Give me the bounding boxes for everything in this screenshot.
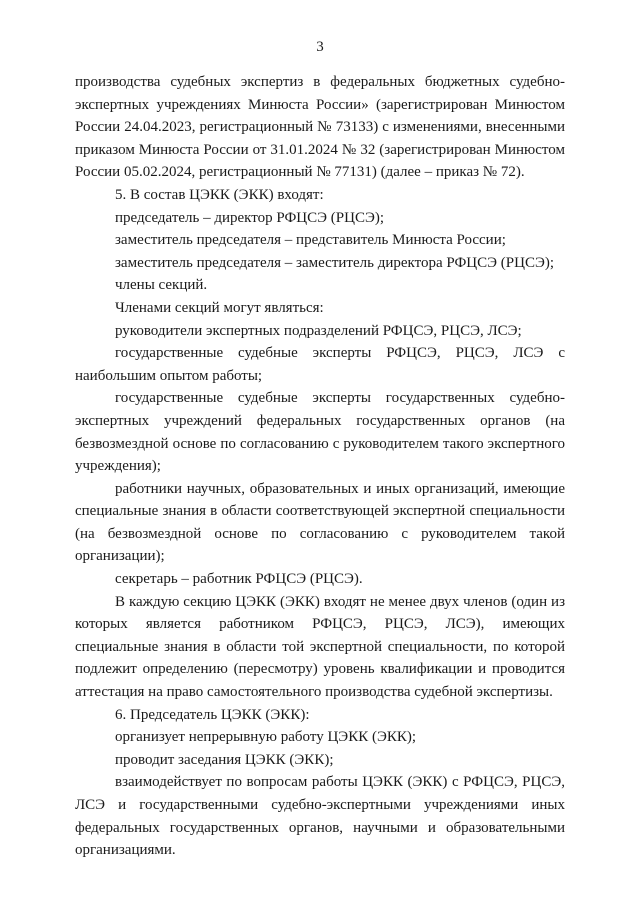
paragraph-deputy-ministry: заместитель председателя – представитель Минюста России; bbox=[115, 232, 506, 249]
paragraph-interacts: взаимодействует по вопросам работы ЦЭКК (ЭКК) с РФЦСЭ, РЦСЭ, ЛСЭ и государственными судебно-экспертными учреждениями иных федеральных государственных органов, научными и образовательными организациями. bbox=[75, 774, 565, 859]
paragraph-organizes-work: организует непрерывную работу ЦЭКК (ЭКК); bbox=[115, 729, 417, 746]
paragraph-item-6-heading: 6. Председатель ЦЭКК (ЭКК): bbox=[115, 706, 310, 723]
document-body bbox=[75, 71, 565, 862]
paragraph-members-heading: Членами секций могут являться: bbox=[115, 299, 324, 316]
paragraph-heads-of-units: руководители экспертных подразделений РФЦСЭ, РЦСЭ, ЛСЭ; bbox=[115, 322, 522, 339]
paragraph-state-experts: государственные судебные эксперты РФЦСЭ, РЦСЭ, ЛСЭ с наибольшим опытом работы; bbox=[75, 345, 565, 384]
paragraph-scientific-workers: работники научных, образовательных и иных организаций, имеющие специальные знания в области соответствующей экспертной специальности (на безвозмездной основе по согласованию с руководителем такой организации); bbox=[75, 480, 565, 565]
paragraph-section-composition: В каждую секцию ЦЭКК (ЭКК) входят не менее двух членов (один из которых является работником РФЦСЭ, РЦСЭ, ЛСЭ), имеющих специальные знания в области той экспертной специальности, по которой подлежит определению (пересмотру) уровень квалификации и проводится аттестация на право самостоятельного производства судебной экспертизы. bbox=[75, 593, 565, 701]
paragraph-continuation: производства судебных экспертиз в федеральных бюджетных судебно-экспертных учреждениях Минюста России» (зарегистрирован Минюстом России 24.04.2023, регистрационный № 73133) с изменениями, внесенными приказом Минюста России от 31.01.2024 № 32 (зарегистрирован Минюстом России 05.02.2024, регистрационный № 77131) (далее – приказ № 72). bbox=[75, 74, 565, 181]
paragraph-secretary: секретарь – работник РФЦСЭ (РЦСЭ). bbox=[115, 571, 363, 588]
paragraph-deputy-director: заместитель председателя – заместитель директора РФЦСЭ (РЦСЭ); bbox=[115, 254, 555, 271]
page-number: 3 bbox=[316, 39, 324, 55]
paragraph-section-members: члены секций. bbox=[115, 277, 208, 294]
paragraph-item-5-heading: 5. В состав ЦЭКК (ЭКК) входят: bbox=[115, 186, 324, 203]
paragraph-chairman: председатель – директор РФЦСЭ (РЦСЭ); bbox=[115, 209, 385, 226]
paragraph-holds-meetings: проводит заседания ЦЭКК (ЭКК); bbox=[115, 751, 334, 768]
paragraph-federal-experts: государственные судебные эксперты государственных судебно-экспертных учреждений федеральных государственных органов (на безвозмездной основе по согласованию с руководителем такого экспертного учреждения); bbox=[75, 390, 565, 475]
